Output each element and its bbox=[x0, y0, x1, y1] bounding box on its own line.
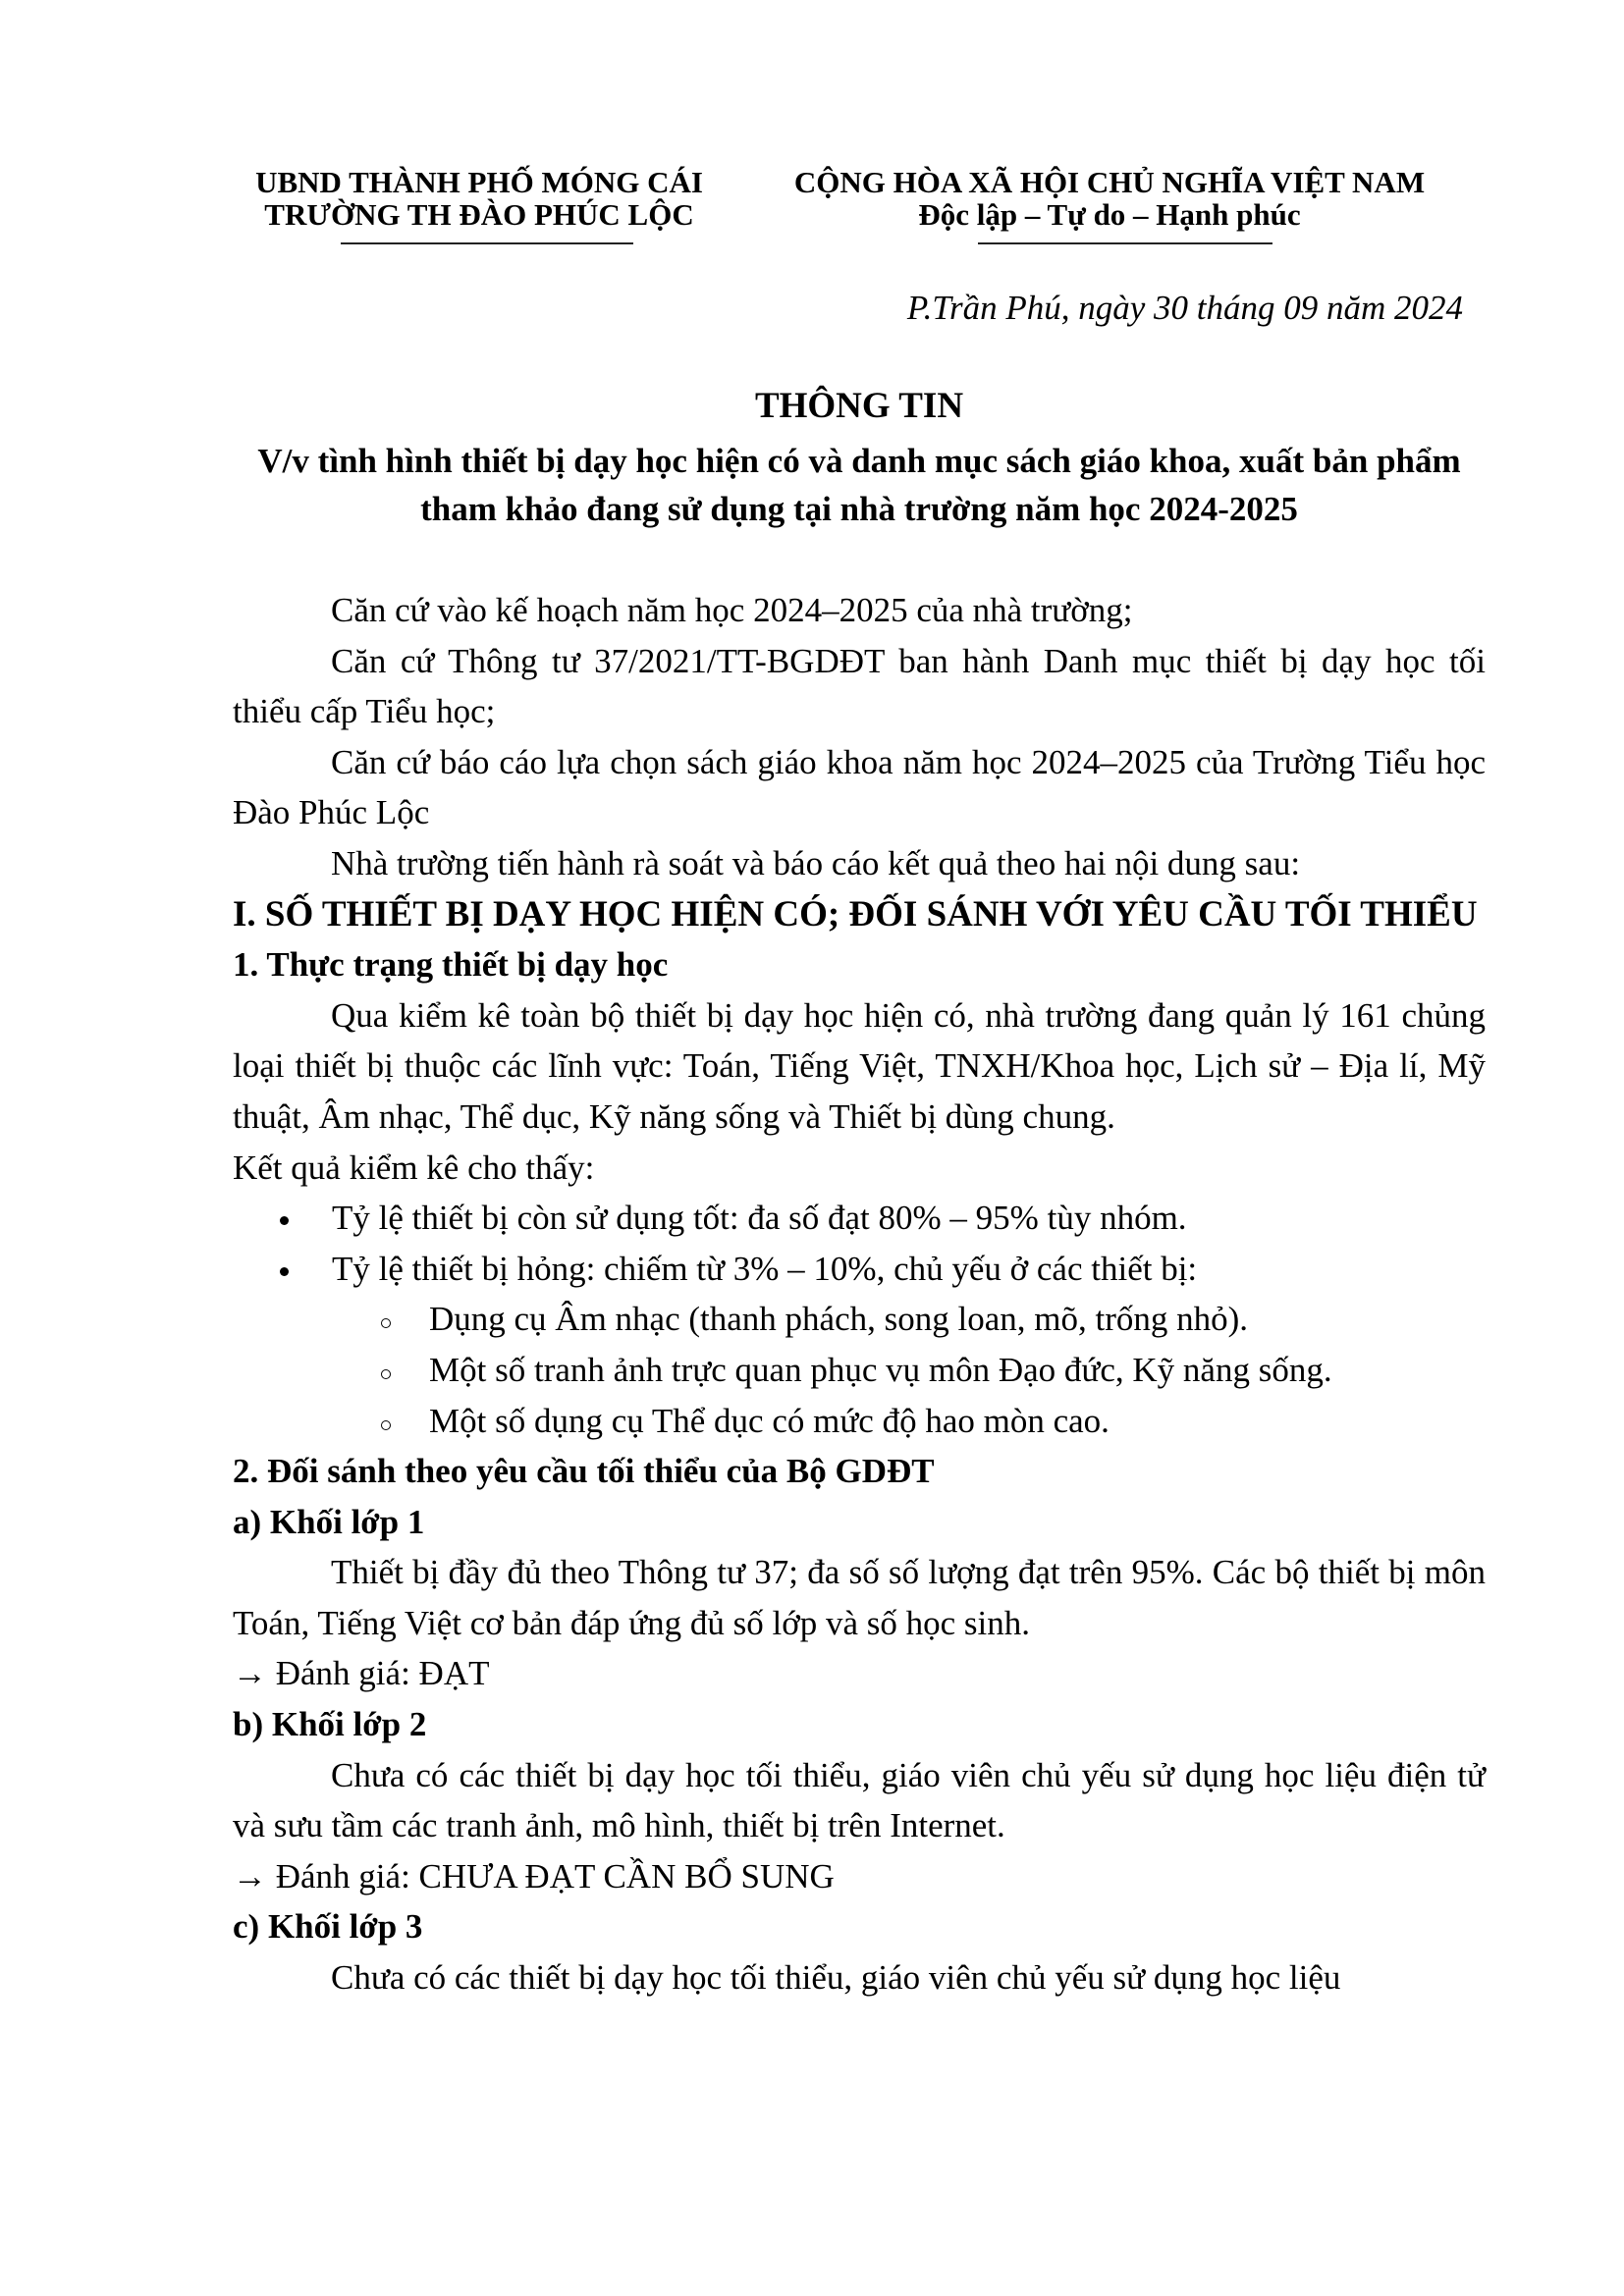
document-subject: V/v tình hình thiết bị dạy học hiện có và danh mục sách giáo khoa, xuất bản phẩm tham khảo đang sử dụng tại nhà trường năm học 2024-2025 bbox=[257, 442, 1461, 528]
place-date-line: P.Trần Phú, ngày 30 tháng 09 năm 2024 bbox=[906, 289, 1463, 327]
document-title: THÔNG TIN bbox=[754, 386, 964, 426]
sub-list-item: Một số dụng cụ Thể dục có mức độ hao mòn cao. bbox=[233, 1396, 1486, 1447]
school-name: TRƯỜNG TH ĐÀO PHÚC LỘC bbox=[264, 197, 694, 232]
document-body bbox=[233, 585, 1486, 2003]
list-item: Tỷ lệ thiết bị hỏng: chiếm từ 3% – 10%, chủ yếu ở các thiết bị: bbox=[233, 1244, 1486, 1295]
national-title: CỘNG HÒA XÃ HỘI CHỦ NGHĨA VIỆT NAM bbox=[793, 165, 1426, 199]
grade-2-assessment: → Đánh giá: CHƯA ĐẠT CẦN BỔ SUNG bbox=[233, 1856, 835, 1896]
subsection-1-heading: 1. Thực trạng thiết bị dạy học bbox=[233, 945, 669, 985]
grade-3-paragraph: Chưa có các thiết bị dạy học tối thiểu, giáo viên chủ yếu sử dụng học liệu bbox=[331, 1958, 1341, 1998]
agency-name: UBND THÀNH PHỐ MÓNG CÁI bbox=[255, 165, 703, 199]
preamble-paragraph: Căn cứ báo cáo lựa chọn sách giáo khoa năm học 2024–2025 của Trường Tiểu học Đào Phúc Lộc bbox=[233, 742, 1486, 832]
section-1-heading: I. SỐ THIẾT BỊ DẠY HỌC HIỆN CÓ; ĐỐI SÁNH VỚI YÊU CẦU TỐI THIỂU bbox=[233, 893, 1478, 934]
sub-list-item: Một số tranh ảnh trực quan phục vụ môn Đạo đức, Kỹ năng sống. bbox=[233, 1345, 1486, 1396]
grade-3-heading: c) Khối lớp 3 bbox=[233, 1907, 423, 1947]
national-motto-underline bbox=[978, 242, 1272, 244]
school-name-underline bbox=[341, 242, 633, 244]
grade-1-paragraph: Thiết bị đầy đủ theo Thông tư 37; đa số số lượng đạt trên 95%. Các bộ thiết bị môn Toán, Tiếng Việt cơ bản đáp ứng đủ số lớp và số học sinh. bbox=[233, 1553, 1486, 1642]
preamble-paragraph: Căn cứ vào kế hoạch năm học 2024–2025 của nhà trường; bbox=[331, 591, 1133, 629]
grade-1-assessment: → Đánh giá: ĐẠT bbox=[233, 1654, 490, 1693]
preamble-paragraph: Nhà trường tiến hành rà soát và báo cáo kết quả theo hai nội dung sau: bbox=[331, 843, 1301, 882]
preamble-paragraph: Căn cứ Thông tư 37/2021/TT-BGDĐT ban hành Danh mục thiết bị dạy học tối thiểu cấp Tiểu học; bbox=[233, 641, 1486, 731]
grade-2-heading: b) Khối lớp 2 bbox=[233, 1705, 427, 1744]
grade-1-heading: a) Khối lớp 1 bbox=[233, 1502, 425, 1541]
national-motto: Độc lập – Tự do – Hạnh phúc bbox=[918, 197, 1301, 232]
issuing-agency-block bbox=[233, 166, 726, 231]
national-title-block bbox=[756, 166, 1463, 231]
results-list bbox=[233, 1193, 1486, 1446]
inventory-paragraph: Qua kiểm kê toàn bộ thiết bị dạy học hiện có, nhà trường đang quản lý 161 chủng loại thiết bị thuộc các lĩnh vực: Toán, Tiếng Việt, TNXH/Khoa học, Lịch sử – Địa lí, Mỹ thuật, Âm nhạc, Thể dục, Kỹ năng sống và Thiết bị dùng chung. bbox=[233, 995, 1486, 1136]
sub-list-item: Dụng cụ Âm nhạc (thanh phách, song loan, mõ, trống nhỏ). bbox=[233, 1294, 1486, 1345]
subsection-2-heading: 2. Đối sánh theo yêu cầu tối thiểu của Bộ GDĐT bbox=[233, 1452, 935, 1491]
grade-2-paragraph: Chưa có các thiết bị dạy học tối thiểu, giáo viên chủ yếu sử dụng học liệu điện tử và sưu tầm các tranh ảnh, mô hình, thiết bị trên Internet. bbox=[233, 1755, 1486, 1845]
list-item: Tỷ lệ thiết bị còn sử dụng tốt: đa số đạt 80% – 95% tùy nhóm. bbox=[233, 1193, 1486, 1244]
results-intro: Kết quả kiểm kê cho thấy: bbox=[233, 1148, 595, 1187]
